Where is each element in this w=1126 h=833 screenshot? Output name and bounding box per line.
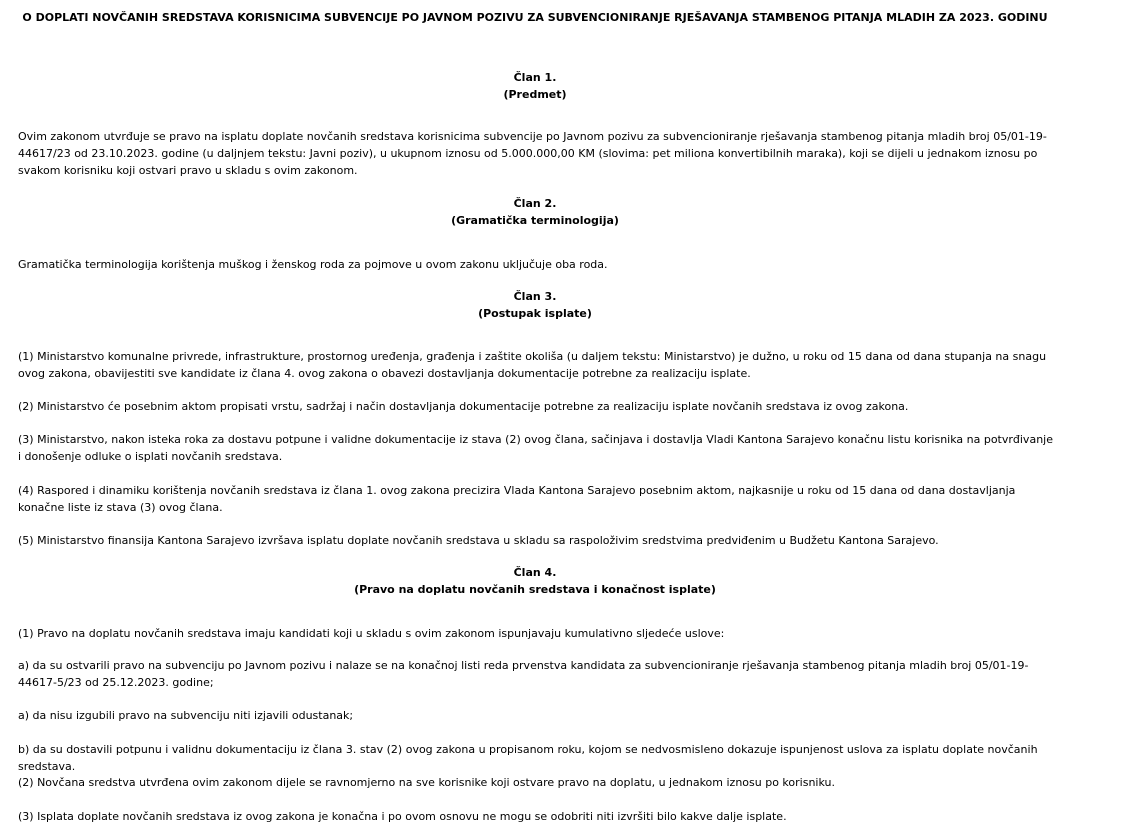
paragraph: b) da su dostavili potpunu i validnu dokumentaciju iz člana 3. stav (2) ovog zakona u propisanom roku, kojom se nedvosmisleno dokazuje ispunjenost uslova za isplatu doplate novčanih sredstava.: [18, 743, 1038, 773]
article-subject: (Postupak isplate): [478, 307, 592, 320]
paragraph: (2) Ministarstvo će posebnim aktom propisati vrstu, sadržaj i način dostavljanja dokumentacije potrebne za realizaciju isplate novčanih sredstava iz ovog zakona.: [18, 400, 909, 413]
paragraph: (5) Ministarstvo finansija Kantona Sarajevo izvršava isplatu doplate novčanih sredstava u skladu sa raspoloživim sredstvima predviđenim u Budžetu Kantona Sarajevo.: [18, 534, 939, 547]
article-subject: (Predmet): [503, 88, 567, 101]
paragraph: a) da nisu izgubili pravo na subvenciju niti izjavili odustanak;: [18, 709, 354, 722]
article-4-heading: [0, 564, 1070, 598]
article-number: Član 4.: [513, 566, 557, 579]
article-number: Član 1.: [513, 71, 557, 84]
paragraph: (3) Ministarstvo, nakon isteka roka za dostavu potpune i validne dokumentacije iz stava (2) ovog člana, sačinjava i dostavlja Vladi Kantona Sarajevo konačnu listu korisnika na potvrđivanje i donošenje odluke o isplati novčanih sredstava.: [18, 433, 1053, 463]
article-number: Član 2.: [513, 197, 557, 210]
article-number: Član 3.: [513, 290, 557, 303]
paragraph: (2) Novčana sredstva utvrđena ovim zakonom dijele se ravnomjerno na sve korisnike koji ostvare pravo na doplatu, u jednakom iznosu po korisniku.: [18, 776, 835, 789]
article-subject: (Pravo na doplatu novčanih sredstava i konačnost isplate): [354, 583, 716, 596]
paragraph: (3) Isplata doplate novčanih sredstava iz ovog zakona je konačna i po ovom osnovu ne mogu se odobriti niti izvršiti bilo kakve dalje isplate.: [18, 810, 787, 823]
article-1-heading: [0, 69, 1070, 103]
paragraph: Ovim zakonom utvrđuje se pravo na isplatu doplate novčanih sredstava korisnicima subvencije po Javnom pozivu za subvencioniranje rješavanja stambenog pitanja mladih broj 05/01-19-44617/23 od 23.10.2023. godine (u daljnjem tekstu: Javni poziv), u ukupnom iznosu od 5.000.000,00 KM (slovima: pet miliona konvertibilnih maraka), koji se dijeli u jednakom iznosu po svakom korisniku koji ostvari pravo u skladu s ovim zakonom.: [18, 130, 1047, 177]
document-title: O DOPLATI NOVČANIH SREDSTAVA KORISNICIMA SUBVENCIJE PO JAVNOM POZIVU ZA SUBVENCIONIRANJE RJEŠAVANJA STAMBENOG PITANJA MLADIH ZA 2023. GODINU: [22, 11, 1048, 24]
paragraph: Gramatička terminologija korištenja muškog i ženskog roda za pojmove u ovom zakonu uključuje oba roda.: [18, 258, 608, 271]
paragraph: (1) Ministarstvo komunalne privrede, infrastrukture, prostornog uređenja, građenja i zaštite okoliša (u daljem tekstu: Ministarstvo) je dužno, u roku od 15 dana od dana stupanja na snagu ovog zakona, obavijestiti sve kandidate iz člana 4. ovog zakona o obavezi dostavljanja dokumentacije potrebne za realizaciju isplate.: [18, 350, 1047, 380]
article-subject: (Gramatička terminologija): [451, 214, 619, 227]
paragraph: (4) Raspored i dinamiku korištenja novčanih sredstava iz člana 1. ovog zakona precizira Vlada Kantona Sarajevo posebnim aktom, najkasnije u roku od 15 dana od dana dostavljanja konačne liste iz stava (3) ovog člana.: [18, 484, 1016, 514]
article-2-heading: [0, 195, 1070, 229]
paragraph: (1) Pravo na doplatu novčanih sredstava imaju kandidati koji u skladu s ovim zakonom ispunjavaju kumulativno sljedeće uslove:: [18, 627, 725, 640]
paragraph: a) da su ostvarili pravo na subvenciju po Javnom pozivu i nalaze se na konačnoj listi reda prvenstva kandidata za subvencioniranje rješavanja stambenog pitanja mladih broj 05/01-19-44617-5/23 od 25.12.2023. godine;: [18, 659, 1029, 689]
article-3-heading: [0, 288, 1070, 322]
